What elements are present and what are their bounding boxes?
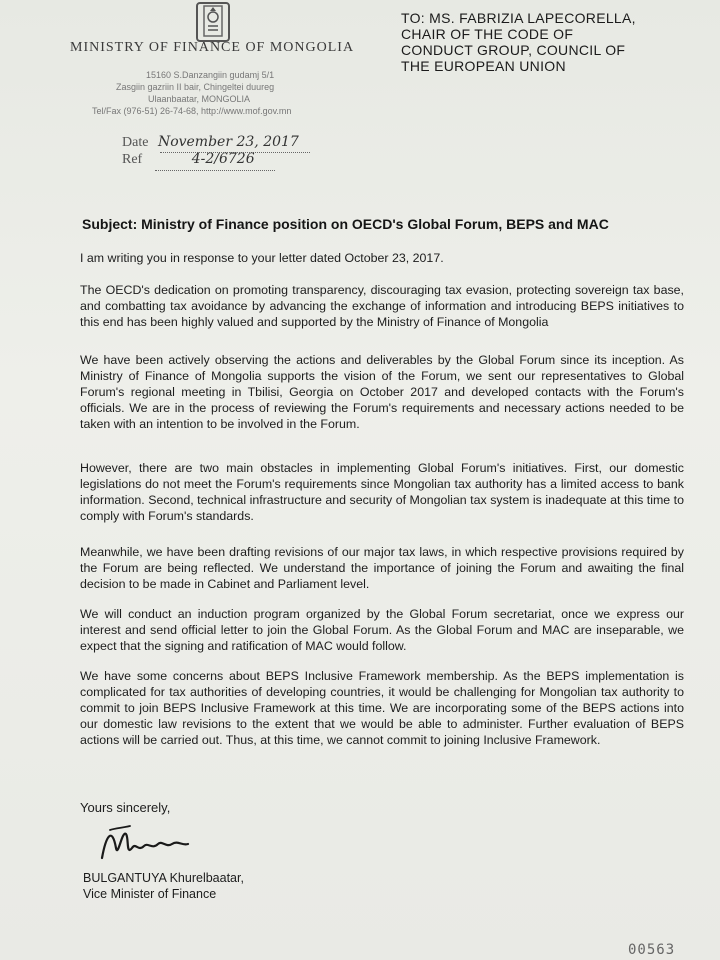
body-paragraph: Meanwhile, we have been drafting revisions of our major tax laws, in which respective provisions required by the Forum are being reflected. We understand the importance of joining the Forum and awaiting the final decision to be made in Cabinet and Parliament level. (80, 545, 684, 592)
date-row (122, 134, 299, 151)
ref-row (122, 151, 255, 168)
letter-subject: Subject: Ministry of Finance position on OECD's Global Forum, BEPS and MAC (82, 216, 609, 232)
recipient-line: CONDUCT GROUP, COUNCIL OF (401, 42, 626, 58)
signer-title: Vice Minister of Finance (83, 887, 217, 901)
body-paragraph: We have some concerns about BEPS Inclusive Framework membership. As the BEPS implementation is complicated for tax authorities of developing countries, it would be challenging for Mongolian tax authority to commit to join BEPS Inclusive Framework at this time. We are incorporating some of the BEPS actions into our domestic law revisions to the extent that we would be able to administer. Further evaluation of BEPS actions will be carried out. Thus, at this time, we cannot commit to joining Inclusive Framework. (80, 669, 684, 748)
address-line: Zasgiin gazriin II bair, Chingeltei duureg (116, 82, 275, 92)
ref-label: Ref (122, 152, 143, 167)
handwritten-signature (96, 818, 206, 868)
serial-number: 00563 (628, 942, 676, 958)
body-paragraph: We have been actively observing the actions and deliverables by the Global Forum since its inception. As Ministry of Finance of Mongolia supports the vision of the Forum, we sent our representatives to Global Forum's regional meeting in Tbilisi, Georgia on October 2017 and developed contacts with the Forum's officials. We are in the process of reviewing the Forum's requirements and necessary actions needed to be taken with an intention to be involved in the Forum. (80, 353, 684, 432)
body-paragraph: However, there are two main obstacles in implementing Global Forum's initiatives. First, our domestic legislations do not meet the Forum's requirements since Mongolian tax authority has a limited access to bank information. Second, technical infrastructure and security of Mongolian tax system is inadequate at this time to comply with Forum's standards. (80, 461, 684, 524)
address-line: Ulaanbaatar, MONGOLIA (148, 94, 251, 104)
ref-underline (155, 170, 275, 171)
closing-salutation: Yours sincerely, (80, 800, 171, 815)
date-value: November 23, 2017 (157, 134, 299, 150)
signer-block (83, 870, 244, 902)
recipient-line: CHAIR OF THE CODE OF (401, 26, 574, 42)
body-paragraph: We will conduct an induction program organized by the Global Forum secretariat, once we express our interest and send official letter to join the Global Forum. As the Global Forum and MAC are inseparable, we expect that the signing and ratification of MAC would follow. (80, 607, 684, 654)
recipient-block (401, 10, 636, 74)
address-line: 15160 S.Danzangiin gudamj 5/1 (146, 70, 275, 80)
date-label: Date (122, 135, 149, 150)
recipient-line: THE EUROPEAN UNION (401, 58, 566, 74)
ministry-emblem-icon (196, 2, 230, 42)
ref-value: 4-2/6726 (191, 151, 255, 167)
recipient-line: TO: MS. FABRIZIA LAPECORELLA, (401, 10, 636, 26)
address-line: Tel/Fax (976-51) 26-74-68, http://www.mof.gov.mn (92, 106, 292, 116)
body-paragraph: I am writing you in response to your letter dated October 23, 2017. (80, 251, 444, 265)
body-paragraph: The OECD's dedication on promoting transparency, discouraging tax evasion, protecting sovereign tax base, and combatting tax avoidance by advancing the exchange of information and introducing BEPS initiatives to this end has been highly valued and supported by the Ministry of Finance of Mongolia (80, 283, 684, 330)
signer-name: BULGANTUYA Khurelbaatar, (83, 871, 244, 885)
ministry-name: MINISTRY OF FINANCE OF MONGOLIA (70, 40, 355, 55)
